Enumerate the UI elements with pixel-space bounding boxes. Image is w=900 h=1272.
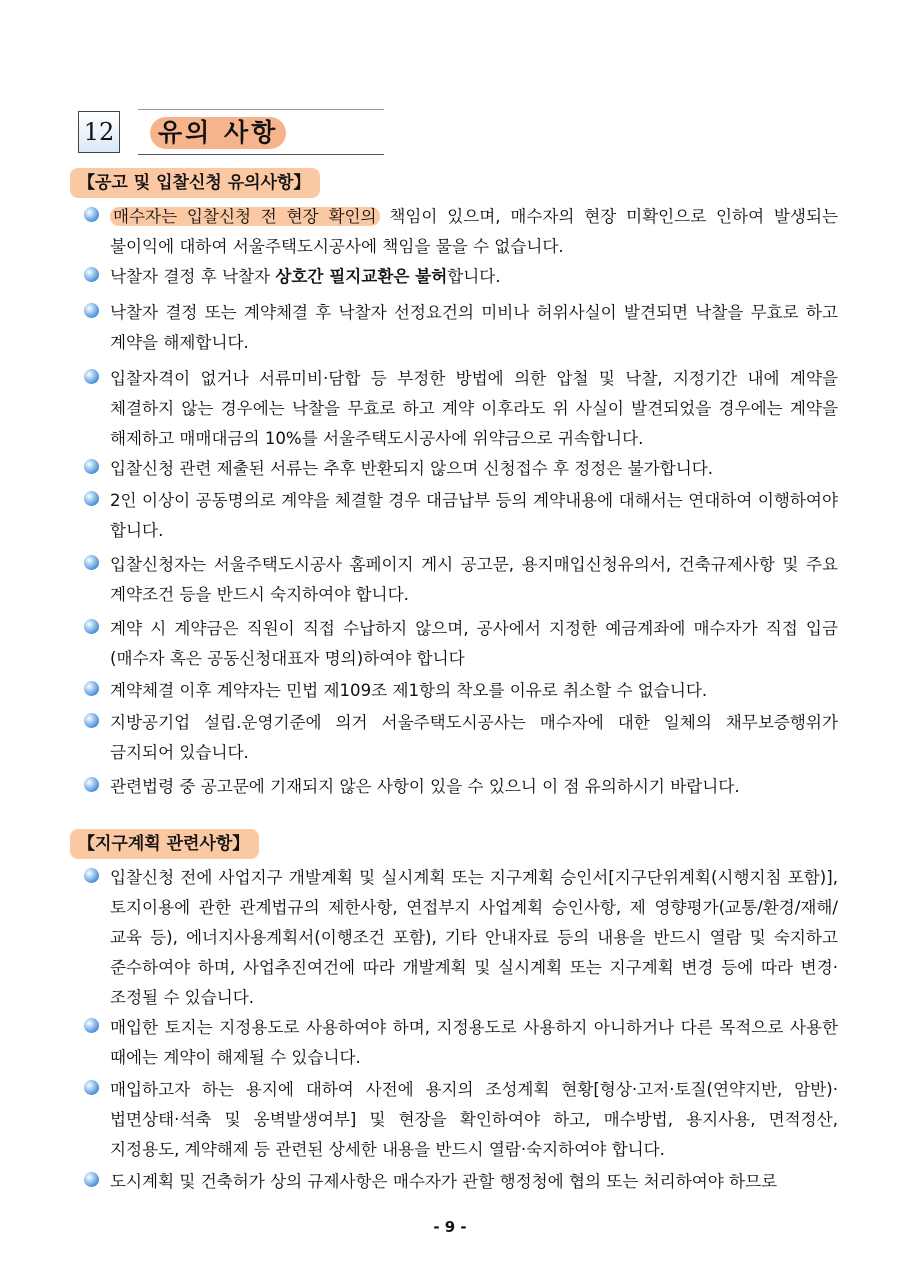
bullet-icon (84, 1018, 99, 1033)
highlighted-phrase: 매수자는 입찰신청 전 현장 확인의 (110, 207, 380, 226)
notice-item: 계약 시 계약금은 직원이 직접 수납하지 않으며, 공사에서 지정한 예금계좌에 매수자가 직접 입금(매수자 혹은 공동신청대표자 명의)하여야 합니다 (84, 614, 838, 674)
bullet-icon (84, 369, 99, 384)
bullet-icon (84, 459, 99, 474)
notice-item: 입찰신청자는 서울주택도시공사 홈페이지 게시 공고문, 용지매입신청유의서, 건축규제사항 및 주요 계약조건 등을 반드시 숙지하여야 합니다. (84, 550, 838, 610)
bullet-icon (84, 267, 99, 282)
district-heading: 【지구계획 관련사항】 (70, 829, 259, 859)
notice-heading: 【공고 및 입찰신청 유의사항】 (70, 168, 320, 198)
section-title: 유의 사항 (150, 117, 286, 149)
notice-item: 관련법령 중 공고문에 기재되지 않은 사항이 있을 수 있으니 이 점 유의하시기 바랍니다. (84, 772, 838, 802)
notice-item: 2인 이상이 공동명의로 계약을 체결할 경우 대금납부 등의 계약내용에 대해서는 연대하여 이행하여야 합니다. (84, 486, 838, 546)
district-item: 입찰신청 전에 사업지구 개발계획 및 실시계획 또는 지구계획 승인서[지구단위계획(시행지침 포함)], 토지이용에 관한 관계법규의 제한사항, 연접부지 사업계획 승인사항, 제 영향평가(교통/환경/재해/교육 등), 에너지사용계획서(이행조건 포함), 기타 안내자료 등의 내용을 반드시 열람 및 숙지하고 준수하여야 하며, 사업추진여건에 따라 개발계획 및 실시계획 또는 지구계획 변경 등에 따라 변경·조정될 수 있습니다. (84, 863, 838, 1013)
bullet-icon (84, 713, 99, 728)
notice-item: 입찰자격이 없거나 서류미비·담합 등 부정한 방법에 의한 압철 및 낙찰, 지정기간 내에 계약을 체결하지 않는 경우에는 낙찰을 무효로 하고 계약 이후라도 위 사실이 발견되었을 경우에는 계약을 해제하고 매매대금의 10%를 서울주택도시공사에 위약금으로 귀속합니다. (84, 364, 838, 454)
notice-item: 지방공기업 설립.운영기준에 의거 서울주택도시공사는 매수자에 대한 일체의 채무보증행위가 금지되어 있습니다. (84, 708, 838, 768)
district-item: 도시계획 및 건축허가 상의 규제사항은 매수자가 관할 행정청에 협의 또는 처리하여야 하므로 (84, 1167, 838, 1197)
section-header (78, 108, 308, 158)
notice-item: 낙찰자 결정 또는 계약체결 후 낙찰자 선정요건의 미비나 허위사실이 발견되면 낙찰을 무효로 하고 계약을 해제합니다. (84, 298, 838, 358)
header-rule-bottom (138, 154, 384, 155)
bullet-icon (84, 681, 99, 696)
bullet-icon (84, 303, 99, 318)
district-item: 매입한 토지는 지정용도로 사용하여야 하며, 지정용도로 사용하지 아니하거나 다른 목적으로 사용한 때에는 계약이 해제될 수 있습니다. (84, 1013, 838, 1073)
notice-item: 낙찰자 결정 후 낙찰자 상호간 필지교환은 불허합니다. (84, 262, 838, 292)
bullet-icon (84, 619, 99, 634)
bullet-icon (84, 207, 99, 222)
bullet-icon (84, 555, 99, 570)
district-item: 매입하고자 하는 용지에 대하여 사전에 용지의 조성계획 현황[형상·고저·토질(연약지반, 암반)·법면상태·석축 및 옹벽발생여부] 및 현장을 확인하여야 하고, 매수방법, 용지사용, 면적정산, 지정용도, 계약해제 등 관련된 상세한 내용을 반드시 열람·숙지하여야 합니다. (84, 1075, 838, 1165)
notice-item: 계약체결 이후 계약자는 민법 제109조 제1항의 착오를 이유로 취소할 수 없습니다. (84, 676, 838, 706)
page-number: - 9 - (433, 1218, 467, 1236)
bullet-icon (84, 491, 99, 506)
notice-item: 매수자는 입찰신청 전 현장 확인의 책임이 있으며, 매수자의 현장 미확인으로 인하여 발생되는 불이익에 대하여 서울주택도시공사에 책임을 물을 수 없습니다. (84, 202, 838, 262)
bullet-icon (84, 868, 99, 883)
header-rule-top (138, 109, 384, 110)
bold-phrase: 상호간 필지교환은 불허 (275, 267, 448, 286)
notice-item: 입찰신청 관련 제출된 서류는 추후 반환되지 않으며 신청접수 후 정정은 불가합니다. (84, 454, 838, 484)
bullet-icon (84, 1172, 99, 1187)
bullet-icon (84, 1080, 99, 1095)
bullet-icon (84, 777, 99, 792)
section-number: 12 (78, 111, 120, 153)
